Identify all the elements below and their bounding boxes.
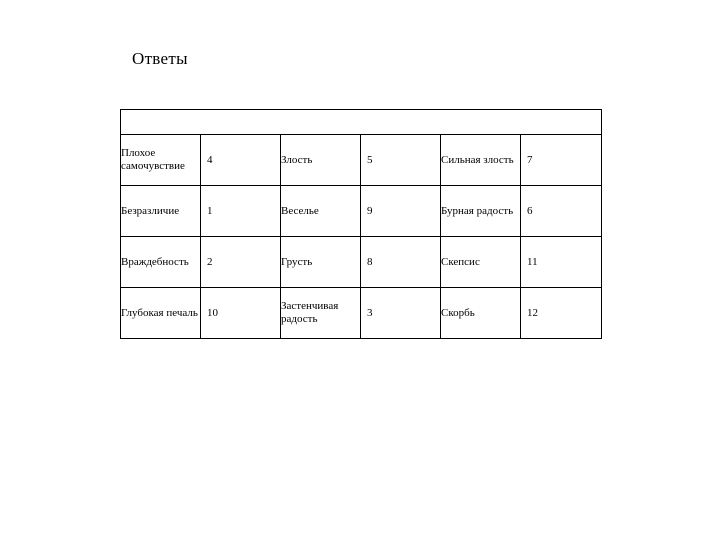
table-row — [121, 237, 602, 288]
emotion-cell: Плохое самочувствие — [121, 135, 201, 186]
emotion-cell: Скорбь — [441, 288, 521, 339]
table-header-cell — [121, 110, 602, 135]
emotion-cell: Грусть — [281, 237, 361, 288]
table-row — [121, 186, 602, 237]
answer-number-cell: 11 — [521, 237, 602, 288]
emotion-cell: Застенчивая радость — [281, 288, 361, 339]
answer-number-cell: 5 — [361, 135, 441, 186]
answer-number-cell: 3 — [361, 288, 441, 339]
answer-number-cell: 9 — [361, 186, 441, 237]
emotion-cell: Скепсис — [441, 237, 521, 288]
answer-number-cell: 1 — [201, 186, 281, 237]
answers-table — [120, 109, 602, 339]
answer-number-cell: 6 — [521, 186, 602, 237]
slide-title: Ответы — [132, 49, 188, 68]
answer-number-cell: 12 — [521, 288, 602, 339]
table-row — [121, 135, 602, 186]
answer-number-cell: 2 — [201, 237, 281, 288]
emotion-cell: Безразличие — [121, 186, 201, 237]
answer-number-cell: 10 — [201, 288, 281, 339]
table-row — [121, 288, 602, 339]
answer-number-cell: 4 — [201, 135, 281, 186]
emotion-cell: Враждебность — [121, 237, 201, 288]
emotion-cell: Глубокая печаль — [121, 288, 201, 339]
emotion-cell: Бурная радость — [441, 186, 521, 237]
answer-number-cell: 8 — [361, 237, 441, 288]
emotion-cell: Злость — [281, 135, 361, 186]
emotion-cell: Сильная злость — [441, 135, 521, 186]
answer-number-cell: 7 — [521, 135, 602, 186]
table-header-row — [121, 110, 602, 135]
emotion-cell: Веселье — [281, 186, 361, 237]
